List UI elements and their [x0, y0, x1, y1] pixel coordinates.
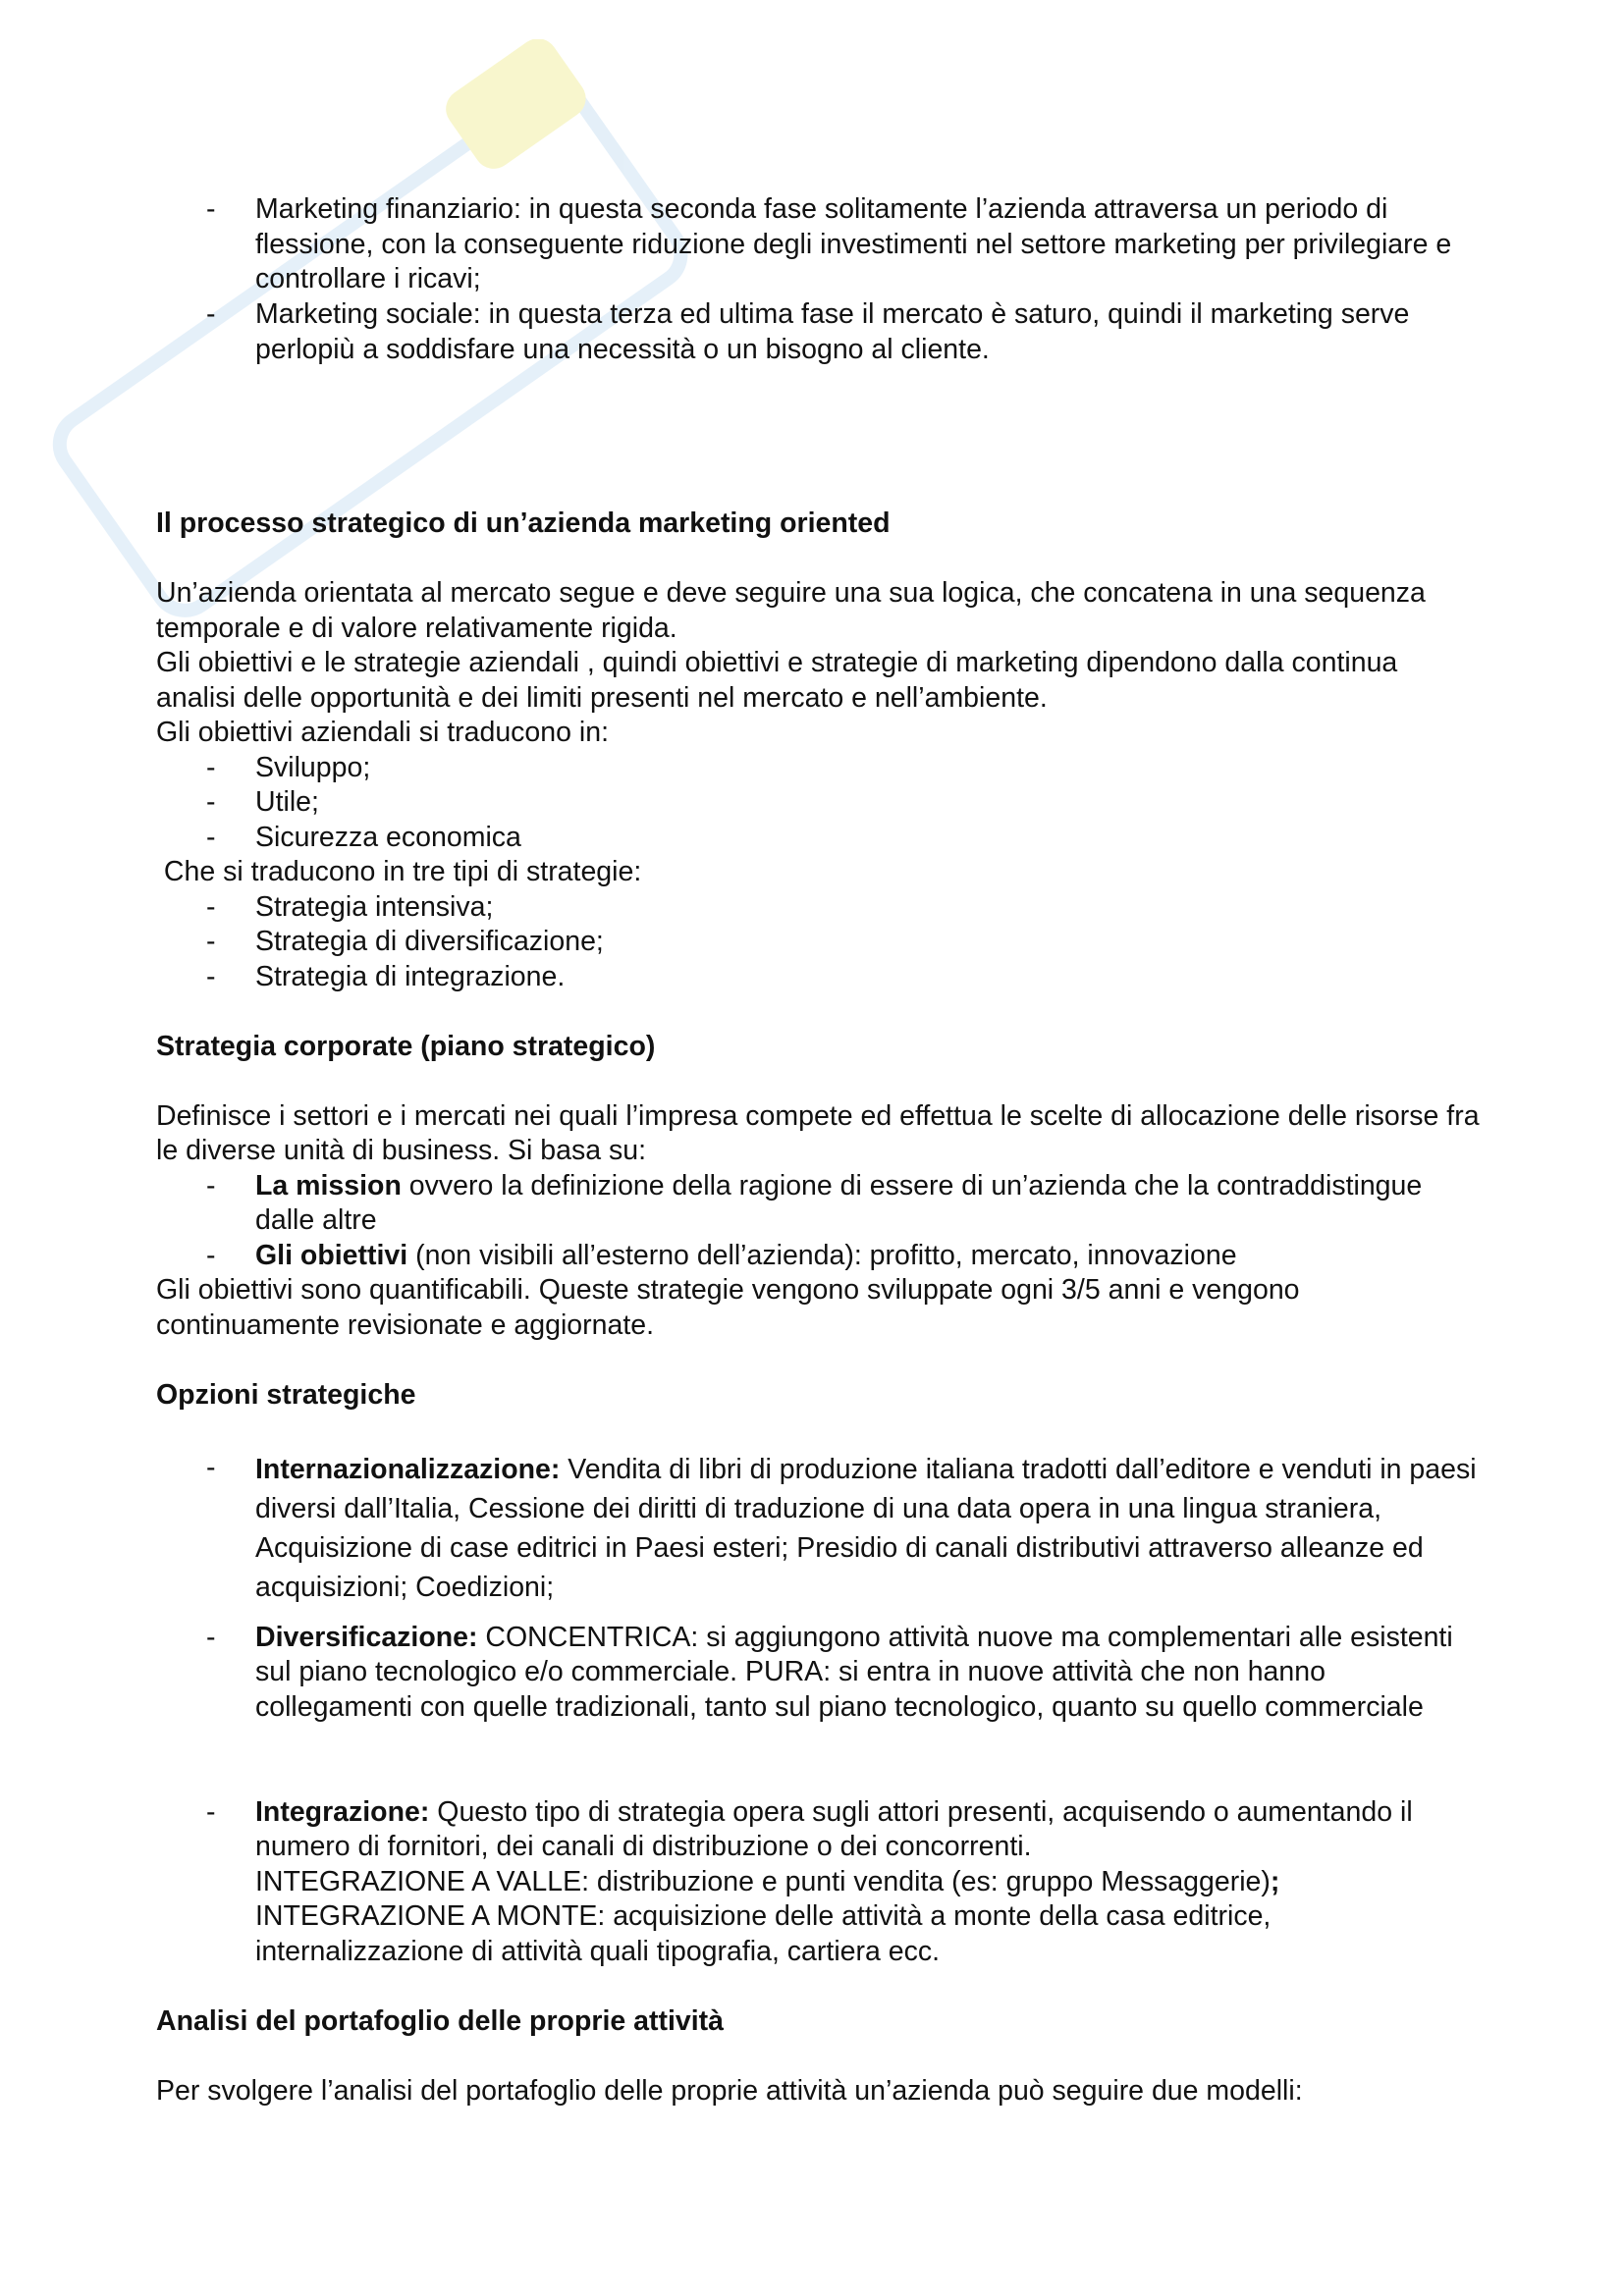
list-dash: -	[206, 751, 216, 783]
list-item-bold: Integrazione:	[255, 1795, 430, 1828]
list-item-text: (non visibili all’esterno dell’azienda): profitto, mercato, innovazione	[407, 1239, 1237, 1271]
section-heading: Opzioni strategiche	[156, 1378, 416, 1411]
list-dash: -	[206, 821, 216, 853]
list-item-bold: Internazionalizzazione:	[255, 1453, 561, 1485]
list-item	[156, 1795, 1482, 2004]
list-item	[156, 890, 1482, 926]
list-dash: -	[206, 786, 216, 818]
list-item-text: Questo tipo di strategia opera sugli attori presenti, acquisendo o aumentando il numero di fornitori, dei canali di distribuzione o dei concorrenti.	[255, 1795, 1413, 1862]
paragraph: Un’azienda orientata al mercato segue e deve seguire una sua logica, che concatena in una sequenza temporale e di valore relativamente rigida.	[156, 577, 1426, 644]
document-body	[156, 192, 1482, 2109]
list-item-text: Marketing finanziario: in questa seconda fase solitamente l’azienda attraversa un periodo di flessione, con la conseguente riduzione degli investimenti nel settore marketing per privilegiare e controllare i ricavi;	[255, 193, 1452, 294]
paragraph: Definisce i settori e i mercati nei quali l’impresa compete ed effettua le scelte di allocazione delle risorse fra le diverse unità di business. Si basa su:	[156, 1099, 1480, 1166]
paragraph: Gli obiettivi aziendali si traducono in:	[156, 717, 609, 748]
list-dash: -	[206, 960, 216, 992]
list-item-bold: ;	[1270, 1865, 1280, 1897]
list-item	[156, 1448, 1482, 1621]
paragraph: Gli obiettivi sono quantificabili. Queste strategie vengono sviluppate ogni 3/5 anni e vengono continuamente revisionate e aggiornate.	[156, 1274, 1300, 1341]
section-heading: Il processo strategico di un’azienda marketing oriented	[156, 507, 891, 539]
list-dash: -	[206, 1621, 216, 1653]
list-dash: -	[206, 1451, 216, 1483]
list-dash: -	[206, 1795, 216, 1828]
list-dash: -	[206, 890, 216, 923]
paragraph: Che si traducono in tre tipi di strategie:	[156, 856, 642, 887]
list-item-text: Utile;	[255, 786, 319, 818]
list-item-text: Strategia di diversificazione;	[255, 926, 604, 957]
list-item	[156, 192, 1482, 297]
list-item	[156, 297, 1482, 367]
list-dash: -	[206, 1239, 216, 1271]
list-item	[156, 785, 1482, 821]
section-heading: Strategia corporate (piano strategico)	[156, 1030, 656, 1062]
list-item	[156, 1239, 1482, 1274]
list-item-bold: Gli obiettivi	[255, 1239, 408, 1271]
list-item-text: Strategia intensiva;	[255, 890, 494, 923]
paragraph: Per svolgere l’analisi del portafoglio delle proprie attività un’azienda può seguire due modelli:	[156, 2074, 1303, 2107]
list-item-text: INTEGRAZIONE A MONTE: acquisizione delle attività a monte della casa editrice, internalizzazione di attività quali tipografia, cartiera ecc.	[255, 1900, 1271, 1967]
list-item-text: Marketing sociale: in questa terza ed ultima fase il mercato è saturo, quindi il marketing serve perlopiù a soddisfare una necessità o un bisogno al cliente.	[255, 298, 1410, 365]
list-item	[156, 925, 1482, 960]
list-item	[156, 1621, 1482, 1795]
list-item-text: Sviluppo;	[255, 751, 371, 783]
list-dash: -	[206, 298, 216, 330]
paragraph: Gli obiettivi e le strategie aziendali , quindi obiettivi e strategie di marketing dipendono dalla continua analisi delle opportunità e dei limiti presenti nel mercato e nell’ambiente.	[156, 647, 1398, 714]
list-item-text: Strategia di integrazione.	[255, 960, 566, 992]
list-item	[156, 1169, 1482, 1239]
list-item-bold: La mission	[255, 1169, 402, 1201]
list-item-text: ovvero la definizione della ragione di essere di un’azienda che la contraddistingue dalle altre	[255, 1169, 1423, 1236]
list-dash: -	[206, 193, 216, 225]
list-item-bold: Diversificazione:	[255, 1621, 478, 1653]
list-dash: -	[206, 926, 216, 957]
section-heading: Analisi del portafoglio delle proprie attività	[156, 2004, 725, 2037]
list-item-text: CONCENTRICA: si aggiungono attività nuove ma complementari alle esistenti sul piano tecnologico e/o commerciale. PURA: si entra in nuove attività che non hanno collegamenti con quelle tradizionali, tanto sul piano tecnologico, quanto su quello commerciale	[255, 1621, 1453, 1723]
list-item-text: Sicurezza economica	[255, 821, 521, 853]
list-item	[156, 751, 1482, 786]
list-item-text: Vendita di libri di produzione italiana tradotti dall’editore e venduti in paesi diversi dall’Italia, Cessione dei diritti di traduzione di una data opera in una lingua straniera, Acquisizione di case editrici in Paesi esteri; Presidio di canali distributivi attraverso alleanze ed acquisizioni; Coedizioni;	[255, 1453, 1477, 1603]
list-item	[156, 960, 1482, 995]
list-dash: -	[206, 1169, 216, 1201]
list-item-text: INTEGRAZIONE A VALLE: distribuzione e punti vendita (es: gruppo Messaggerie)	[255, 1865, 1271, 1897]
list-item	[156, 821, 1482, 856]
